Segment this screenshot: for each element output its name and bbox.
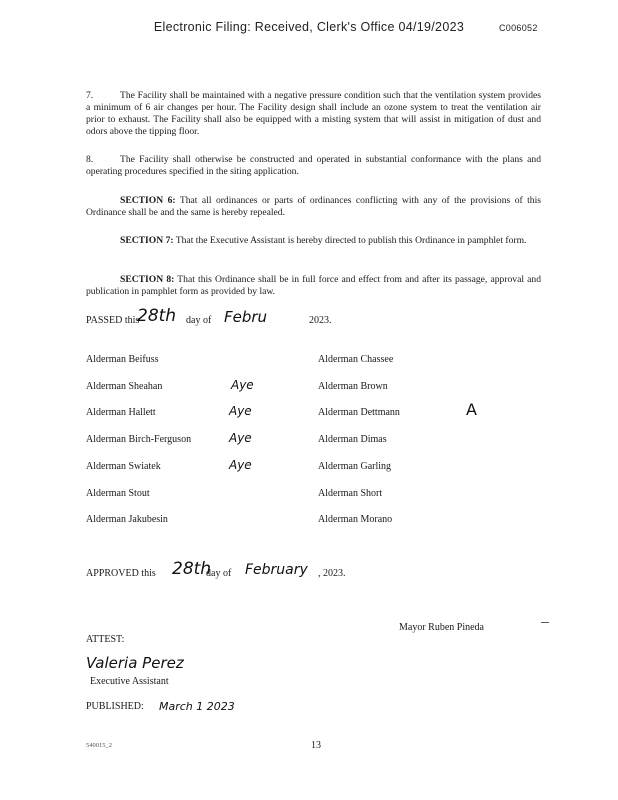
item-7-number: 7.: [86, 90, 94, 101]
item-8-number: 8.: [86, 154, 94, 165]
alderman-right-5: Alderman Garling: [318, 461, 392, 472]
alderman-left-2-vote: Aye: [231, 378, 254, 392]
alderman-left-3: Alderman Hallett: [86, 407, 156, 418]
passed-line: [86, 315, 139, 326]
passed-day-of: day of: [186, 315, 212, 326]
alderman-left-3-vote: Aye: [229, 404, 252, 418]
section-8-label: SECTION 8:: [120, 274, 175, 285]
alderman-right-2: Alderman Brown: [318, 381, 388, 392]
mayor-name: Mayor Ruben Pineda: [399, 622, 484, 633]
header-text: Electronic Filing: Received, Clerk's Office 04/19/2023: [153, 20, 465, 34]
alderman-left-2: Alderman Sheahan: [86, 381, 163, 392]
mayor-signature-mark: [541, 622, 549, 623]
alderman-right-3: Alderman Dettmann: [318, 407, 400, 418]
executive-assistant-title: Executive Assistant: [90, 676, 169, 687]
alderman-right-1: Alderman Chassee: [318, 354, 394, 365]
alderman-left-1: Alderman Beifuss: [86, 354, 159, 365]
section-6: [86, 195, 541, 219]
alderman-left-5: Alderman Swiatek: [86, 461, 161, 472]
alderman-right-4: Alderman Dimas: [318, 434, 387, 445]
item-7: [86, 90, 541, 138]
section-8: [86, 274, 541, 298]
section-7-text: That the Executive Assistant is hereby directed to publish this Ordinance in pamphlet form.: [173, 235, 527, 246]
alderman-left-5-vote: Aye: [229, 458, 252, 472]
alderman-right-6: Alderman Short: [318, 488, 383, 499]
section-8-text: That this Ordinance shall be in full force and effect from and after its passage, approval and publication in pamphlet form as provided by law.: [86, 274, 542, 297]
footer-doc-id: 540015_2: [86, 742, 112, 749]
alderman-left-4: Alderman Birch-Ferguson: [86, 434, 192, 445]
approved-year: , 2023.: [318, 568, 346, 579]
published-label: PUBLISHED:: [86, 701, 144, 712]
section-7: [86, 235, 541, 247]
item-8: [86, 154, 541, 178]
passed-day-handwritten: 28th: [137, 306, 177, 326]
alderman-right-3-vote: A: [466, 400, 477, 419]
section-6-text: That all ordinances or parts of ordinances conflicting with any of the provisions of this Ordinance shall be and the same is hereby repealed.: [86, 195, 541, 218]
header-code: C006052: [499, 23, 538, 33]
alderman-left-6: Alderman Stout: [86, 488, 150, 499]
section-6-label: SECTION 6:: [120, 195, 176, 206]
approved-prefix: APPROVED this: [86, 568, 156, 579]
alderman-right-7: Alderman Morano: [318, 514, 393, 525]
electronic-filing-header: [0, 20, 618, 34]
approved-day-handwritten: 28th: [172, 559, 212, 579]
item-8-text: The Facility shall otherwise be constructed and operated in substantial conformance with the plans and operating procedures specified in the siting application.: [86, 154, 541, 177]
page-number: 13: [311, 740, 321, 751]
approved-day-of: day of: [206, 568, 232, 579]
executive-assistant-signature: Valeria Perez: [86, 654, 184, 672]
attest-label: ATTEST:: [86, 634, 125, 645]
alderman-left-7: Alderman Jakubesin: [86, 514, 168, 525]
passed-prefix: PASSED this: [86, 315, 140, 326]
section-7-label: SECTION 7:: [120, 235, 174, 246]
published-date-handwritten: March 1 2023: [159, 700, 235, 713]
approved-month-handwritten: February: [245, 562, 308, 578]
passed-month-handwritten: Febru: [224, 308, 268, 326]
alderman-left-4-vote: Aye: [229, 431, 252, 445]
passed-year: 2023.: [309, 315, 332, 326]
item-7-text: The Facility shall be maintained with a negative pressure condition such that the ventilation system provides a minimum of 6 air changes per hour. The Facility design shall include an ozone system to treat the ventilation air prior to exhaust. The Facility shall also be equipped with a misting system that will assist in mitigation of dust and odors above the tipping floor.: [86, 90, 541, 137]
